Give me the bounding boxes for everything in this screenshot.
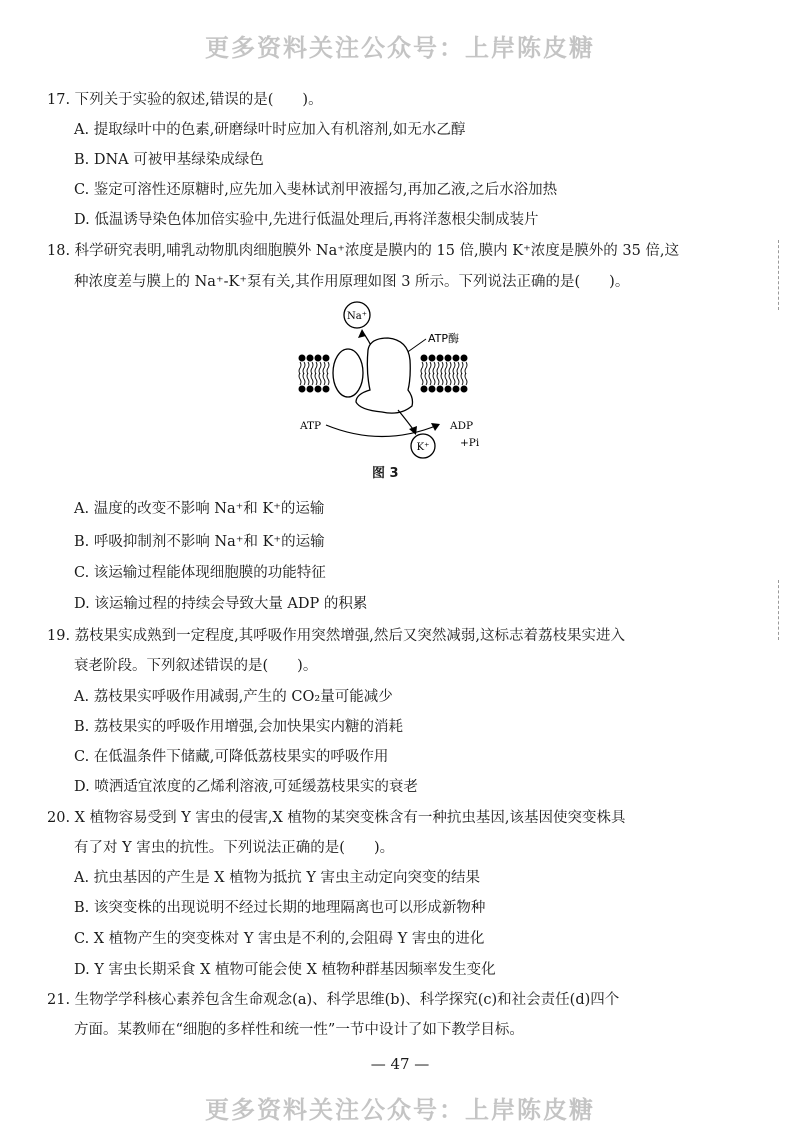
question-18-option-c: C. 该运输过程能体现细胞膜的功能特征 bbox=[74, 565, 326, 581]
question-20-option-b: B. 该突变株的出现说明不经过长期的地理隔离也可以形成新物种 bbox=[74, 900, 486, 916]
question-19-stem-line2: 衰老阶段。下列叙述错误的是( )。 bbox=[74, 658, 318, 674]
figure-3-sodium-potassium-pump bbox=[290, 298, 510, 467]
k-ion-label: K⁺ bbox=[416, 442, 430, 453]
pi-label: +Pi bbox=[460, 437, 480, 449]
adp-label: ADP bbox=[450, 420, 474, 432]
question-20-option-c: C. X 植物产生的突变株对 Y 害虫是不利的,会阻碍 Y 害虫的进化 bbox=[74, 931, 485, 947]
watermark-top: 更多资料关注公众号：上岸陈皮糖 bbox=[205, 34, 595, 62]
question-19-option-b: B. 荔枝果实的呼吸作用增强,会加快果实内糖的消耗 bbox=[74, 719, 403, 735]
question-20-option-a: A. 抗虫基因的产生是 X 植物为抵抗 Y 害虫主动定向突变的结果 bbox=[74, 870, 481, 886]
scan-edge-mark bbox=[778, 580, 780, 640]
question-17-option-b: B. DNA 可被甲基绿染成绿色 bbox=[74, 152, 264, 168]
scan-edge-mark bbox=[778, 240, 780, 310]
figure-3-caption: 图 3 bbox=[372, 466, 399, 481]
question-19-option-c: C. 在低温条件下储藏,可降低荔枝果实的呼吸作用 bbox=[74, 749, 389, 765]
question-19-option-d: D. 喷洒适宜浓度的乙烯利溶液,可延缓荔枝果实的衰老 bbox=[74, 779, 418, 795]
na-ion-label: Na⁺ bbox=[347, 311, 367, 322]
question-18-option-b: B. 呼吸抑制剂不影响 Na⁺和 K⁺的运输 bbox=[74, 534, 325, 550]
question-17-stem: 17. 下列关于实验的叙述,错误的是( )。 bbox=[47, 92, 323, 108]
question-20-stem-line2: 有了对 Y 害虫的抗性。下列说法正确的是( )。 bbox=[74, 840, 395, 856]
question-18-stem-line1: 18. 科学研究表明,哺乳动物肌肉细胞膜外 Na⁺浓度是膜内的 15 倍,膜内 K⁺浓度是膜外的 35 倍,这 bbox=[47, 243, 680, 259]
watermark-bottom: 更多资料关注公众号：上岸陈皮糖 bbox=[205, 1096, 595, 1124]
question-20-stem-line1: 20. X 植物容易受到 Y 害虫的侵害,X 植物的某突变株含有一种抗虫基因,该基因使突变株具 bbox=[47, 810, 626, 826]
question-19-stem-line1: 19. 荔枝果实成熟到一定程度,其呼吸作用突然增强,然后又突然减弱,这标志着荔枝果实进入 bbox=[47, 628, 625, 644]
page-number: — 47 — bbox=[370, 1055, 430, 1073]
question-17-option-d: D. 低温诱导染色体加倍实验中,先进行低温处理后,再将洋葱根尖制成装片 bbox=[74, 212, 539, 228]
question-18-option-d: D. 该运输过程的持续会导致大量 ADP 的积累 bbox=[74, 596, 368, 612]
question-17-option-c: C. 鉴定可溶性还原糖时,应先加入斐林试剂甲液摇匀,再加乙液,之后水浴加热 bbox=[74, 182, 558, 198]
question-17-option-a: A. 提取绿叶中的色素,研磨绿叶时应加入有机溶剂,如无水乙醇 bbox=[74, 122, 466, 138]
question-20-option-d: D. Y 害虫长期采食 X 植物可能会使 X 植物种群基因频率发生变化 bbox=[74, 962, 496, 978]
atpase-label: ATP酶 bbox=[428, 332, 460, 345]
question-18-option-a: A. 温度的改变不影响 Na⁺和 K⁺的运输 bbox=[74, 501, 325, 517]
question-18-stem-line2: 种浓度差与膜上的 Na⁺-K⁺泵有关,其作用原理如图 3 所示。下列说法正确的是( )。 bbox=[74, 274, 630, 290]
question-19-option-a: A. 荔枝果实呼吸作用减弱,产生的 CO₂量可能减少 bbox=[74, 689, 393, 705]
question-21-stem-line2: 方面。某教师在“细胞的多样性和统一性”一节中设计了如下教学目标。 bbox=[74, 1022, 524, 1038]
atp-label: ATP bbox=[300, 420, 322, 432]
question-21-stem-line1: 21. 生物学学科核心素养包含生命观念(a)、科学思维(b)、科学探究(c)和社会责任(d)四个 bbox=[47, 992, 620, 1008]
